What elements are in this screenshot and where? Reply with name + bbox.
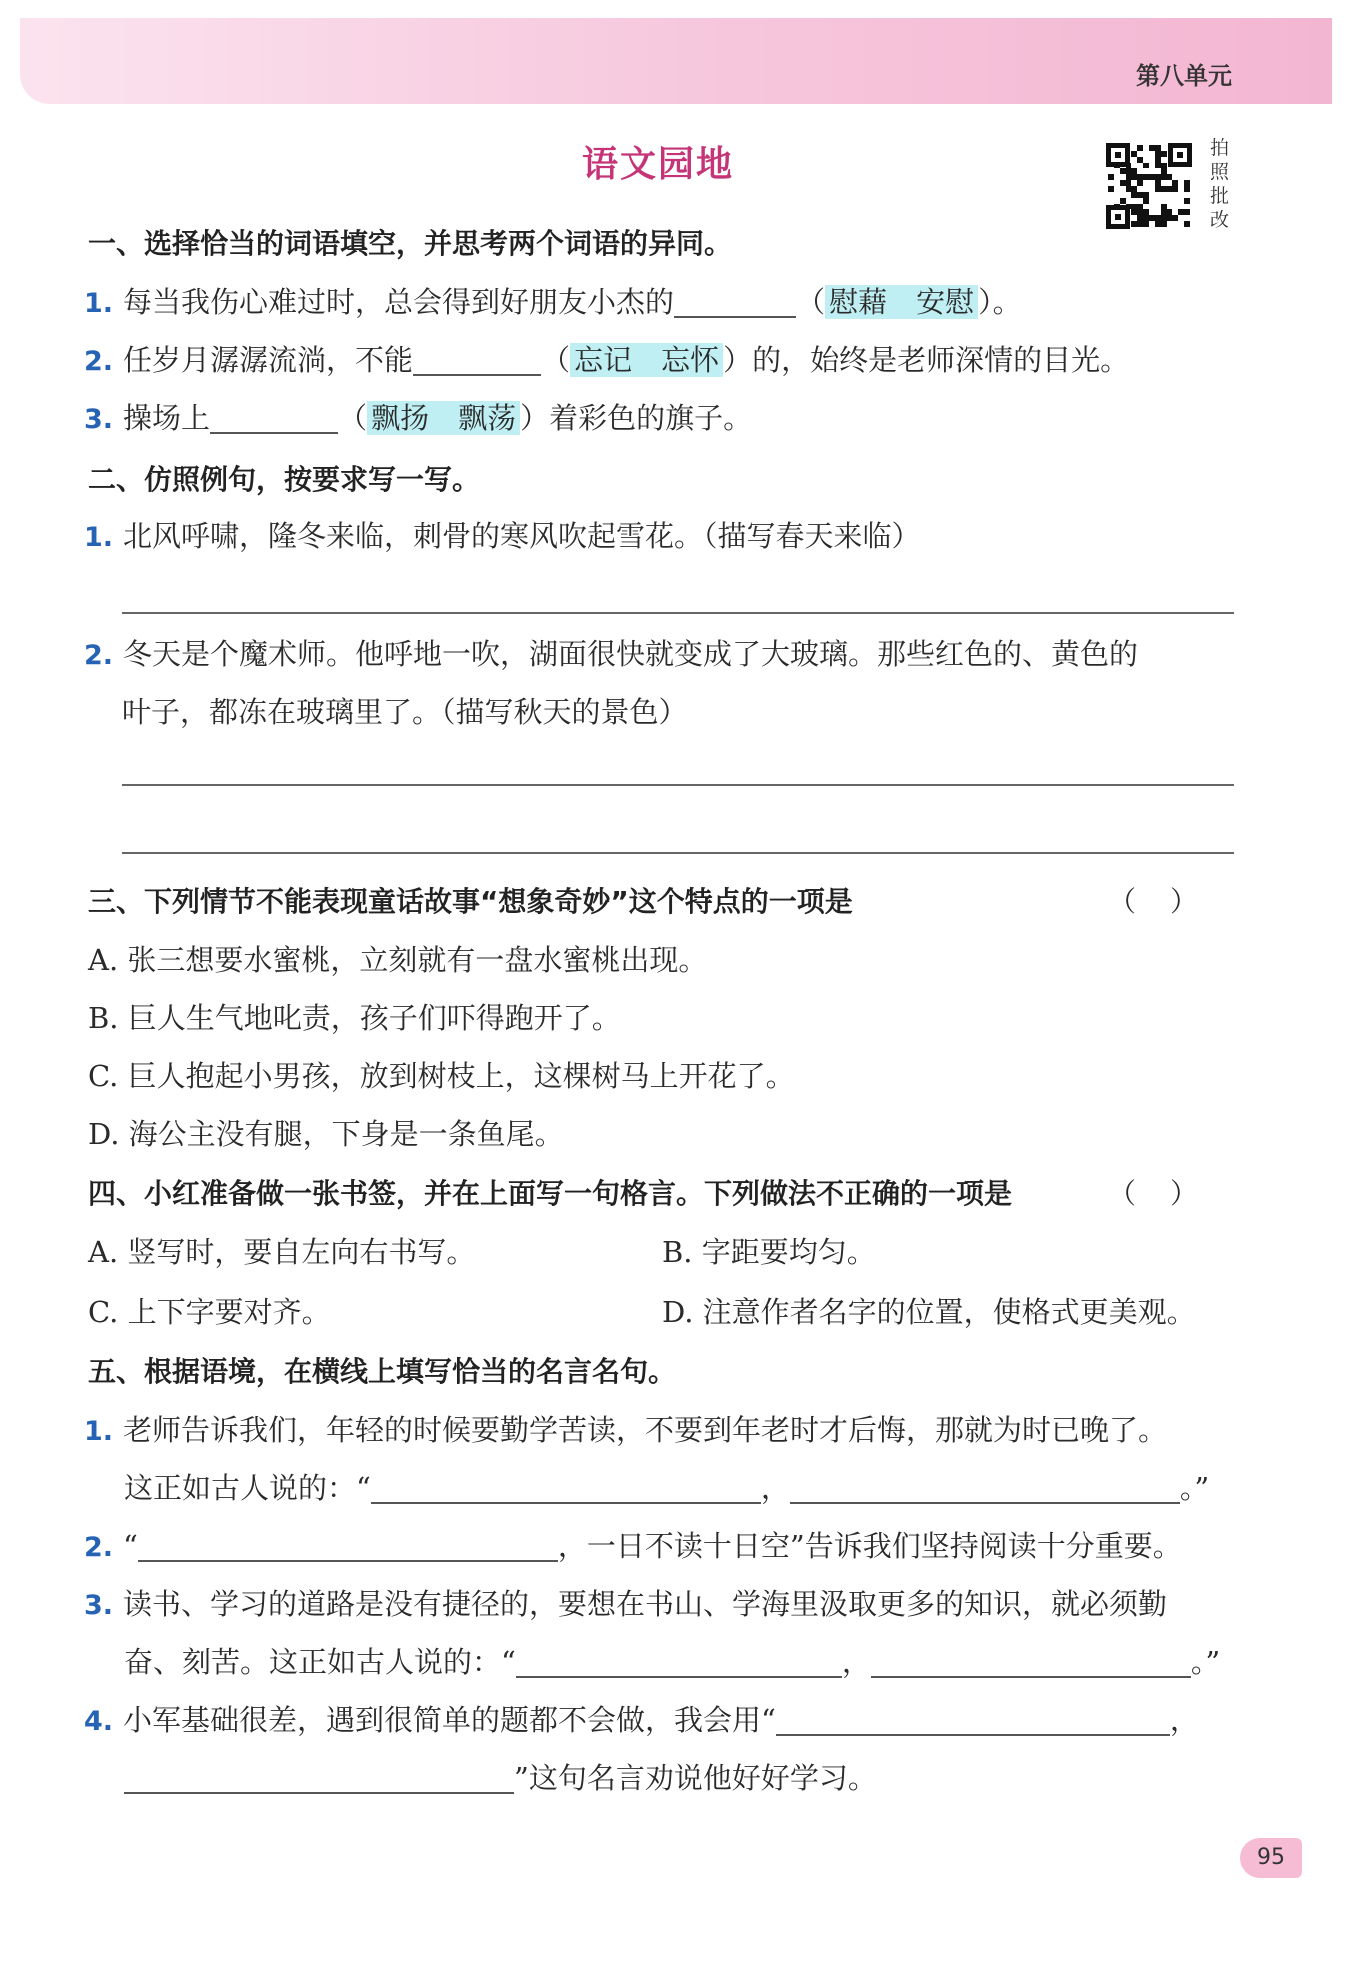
s5-question-4-line2: ”这句名言劝说他好好学习。 — [124, 1756, 877, 1797]
s2-question-2-line2: 叶子，都冻在玻璃里了。（描写秋天的景色） — [122, 695, 688, 729]
word-options: 飘扬 飘荡 — [367, 401, 520, 435]
qr-label: 拍照批改 — [1210, 137, 1230, 231]
answer-blank[interactable] — [124, 1762, 514, 1794]
option-c: C. 上下字要对齐。 — [88, 1295, 331, 1329]
s5-question-4-line1: 4. 小军基础很差，遇到很简单的题都不会做，我会用“ ， — [84, 1703, 1199, 1737]
s2-question-2-line1: 2. 冬天是个魔术师。他呼地一吹，湖面很快就变成了大玻璃。那些红色的、黄色的 — [84, 637, 1139, 671]
s1-item-2: 2. 任岁月潺潺流淌，不能 （ 忘记 忘怀 ）的，始终是老师深情的目光。 — [84, 343, 1130, 377]
section2-heading: 二、仿照例句，按要求写一写。 — [88, 463, 481, 496]
section3-heading: 三、下列情节不能表现童话故事“想象奇妙”这个特点的一项是 — [88, 885, 853, 918]
answer-blank[interactable] — [674, 286, 796, 318]
s5-question-3-line1: 3. 读书、学习的道路是没有捷径的，要想在书山、学海里汲取更多的知识，就必须勤 — [84, 1587, 1168, 1621]
answer-paren[interactable]: （） — [1107, 1177, 1232, 1210]
s5-question-1-line2: 这正如古人说的：“ ， 。” — [124, 1471, 1210, 1505]
option-d: D. 海公主没有腿，下身是一条鱼尾。 — [88, 1117, 564, 1151]
s2-question-1: 1. 北风呼啸，隆冬来临，刺骨的寒风吹起雪花。（描写春天来临） — [84, 519, 921, 553]
item-number: 2. — [84, 346, 114, 377]
page-title: 语文园地 — [581, 144, 734, 185]
s5-question-1-line1: 1. 老师告诉我们，年轻的时候要勤学苦读，不要到年老时才后悔，那就为时已晚了。 — [84, 1413, 1168, 1447]
option-a: A. 张三想要水蜜桃，立刻就有一盘水蜜桃出现。 — [88, 943, 708, 977]
section5-heading: 五、根据语境，在横线上填写恰当的名言名句。 — [88, 1355, 677, 1388]
answer-line[interactable] — [122, 784, 1234, 786]
answer-line[interactable] — [122, 612, 1234, 614]
word-options: 慰藉 安慰 — [825, 285, 978, 319]
option-a: A. 竖写时，要自左向右书写。 — [88, 1235, 476, 1269]
s1-item-1: 1. 每当我伤心难过时，总会得到好朋友小杰的 （ 慰藉 安慰 ）。 — [84, 285, 1022, 319]
answer-paren[interactable]: （） — [1107, 885, 1232, 918]
section4-heading: 四、小红准备做一张书签，并在上面写一句格言。下列做法不正确的一项是 — [88, 1177, 1013, 1210]
section1-heading: 一、选择恰当的词语填空，并思考两个词语的异同。 — [88, 227, 733, 260]
option-d: D. 注意作者名字的位置，使格式更美观。 — [662, 1295, 1196, 1329]
item-number: 1. — [84, 288, 114, 319]
item-number: 3. — [84, 404, 114, 435]
answer-blank[interactable] — [210, 402, 338, 434]
answer-blank[interactable] — [516, 1646, 842, 1678]
answer-line[interactable] — [122, 852, 1234, 854]
option-b: B. 字距要均匀。 — [662, 1235, 876, 1269]
qr-code-icon[interactable] — [1100, 137, 1198, 235]
answer-blank[interactable] — [413, 344, 541, 376]
answer-blank[interactable] — [871, 1646, 1191, 1678]
s5-question-2: 2. “ ，一日不读十日空”告诉我们坚持阅读十分重要。 — [84, 1529, 1182, 1563]
option-c: C. 巨人抱起小男孩，放到树枝上，这棵树马上开花了。 — [88, 1059, 795, 1093]
s1-item-3: 3. 操场上 （ 飘扬 飘荡 ）着彩色的旗子。 — [84, 401, 753, 435]
unit-label: 第八单元 — [1136, 62, 1232, 90]
page-number: 95 — [1240, 1838, 1302, 1878]
word-options: 忘记 忘怀 — [570, 343, 723, 377]
answer-blank[interactable] — [790, 1472, 1180, 1504]
option-b: B. 巨人生气地叱责，孩子们吓得跑开了。 — [88, 1001, 621, 1035]
answer-blank[interactable] — [776, 1704, 1170, 1736]
answer-blank[interactable] — [138, 1530, 558, 1562]
answer-blank[interactable] — [371, 1472, 761, 1504]
s5-question-3-line2: 奋、刻苦。这正如古人说的：“ ， 。” — [124, 1645, 1221, 1679]
